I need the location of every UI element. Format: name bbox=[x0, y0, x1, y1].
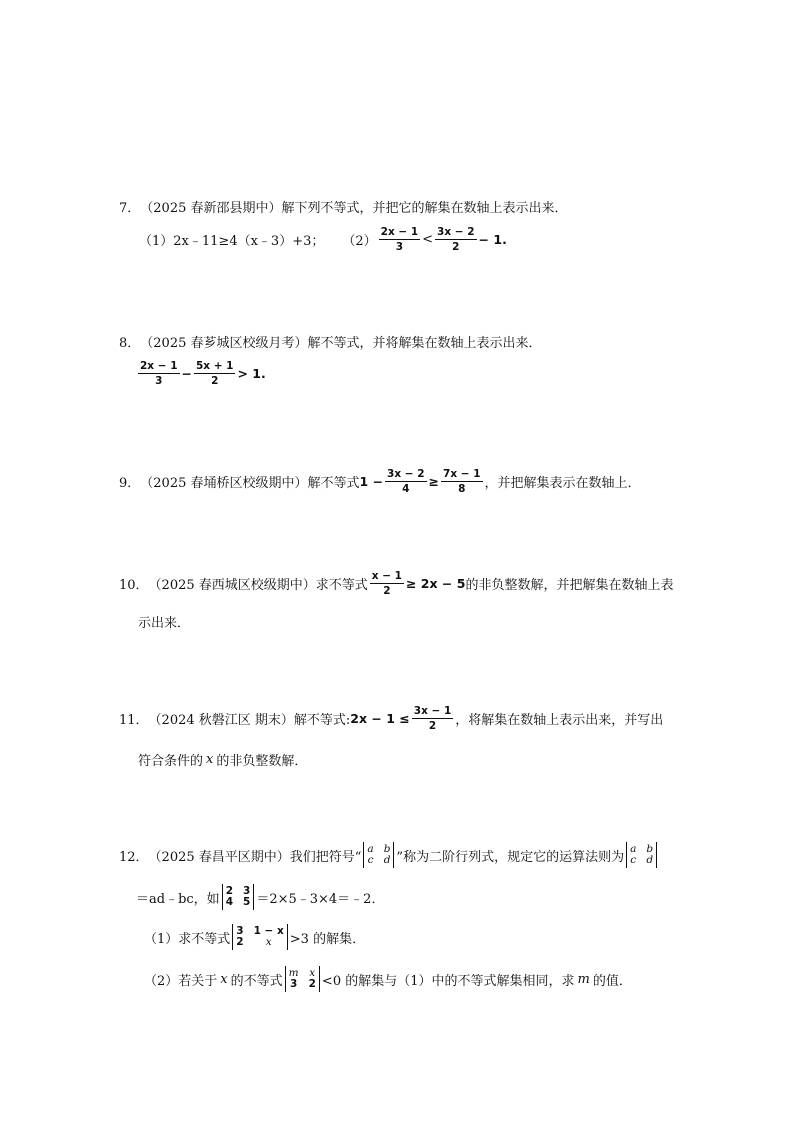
problem-source: （2025 春昌平区期中） bbox=[148, 849, 290, 865]
fraction bbox=[138, 360, 180, 387]
det-entry: 2 bbox=[308, 978, 316, 990]
det-entry: x bbox=[265, 936, 272, 948]
variable: m bbox=[577, 971, 590, 987]
det-entry: b bbox=[646, 843, 654, 855]
variable: x bbox=[206, 752, 214, 767]
problem-12-part-2 bbox=[144, 966, 632, 992]
fraction bbox=[441, 468, 483, 495]
part-2-text: <0 的解集与（1）中的不等式解集相同，求 bbox=[321, 973, 575, 989]
problem-text: 的非负整数解，并把解集在数轴上表 bbox=[465, 578, 674, 593]
problem-9-line-1 bbox=[119, 468, 641, 495]
denominator: 2 bbox=[383, 585, 391, 597]
det-entry: 3 bbox=[289, 978, 298, 990]
problem-12-line-1 bbox=[119, 842, 659, 868]
problem-number: 12． bbox=[119, 849, 149, 865]
problem-12-part-1 bbox=[144, 924, 365, 950]
problem-10-line-2 bbox=[138, 612, 190, 631]
problem-10-line-1 bbox=[119, 570, 673, 597]
det-entry: d bbox=[646, 854, 654, 866]
problem-text: 解不等式 bbox=[307, 476, 360, 491]
problem-text: 解不等式: bbox=[293, 713, 351, 728]
determinant bbox=[626, 842, 657, 868]
problem-11-line-2 bbox=[138, 750, 307, 769]
part-1-label: （1）求不等式 bbox=[144, 931, 231, 947]
part-2-text: 的不等式 bbox=[230, 973, 283, 989]
fraction bbox=[412, 705, 454, 732]
det-entry: a bbox=[367, 843, 374, 855]
problem-source: （2025 春新邵县期中） bbox=[140, 201, 282, 216]
denominator: 2 bbox=[452, 241, 460, 253]
denominator: 3 bbox=[395, 241, 404, 253]
determinant-question-2 bbox=[285, 966, 320, 992]
expression-lead: 1 − bbox=[359, 474, 384, 489]
problem-text: 我们把符号“ bbox=[289, 849, 362, 865]
denominator: 3 bbox=[155, 375, 163, 387]
part-1-expression: 2x﹣11≥4（x﹣3）+3； bbox=[173, 234, 325, 249]
determinant-question-1 bbox=[232, 924, 288, 950]
determinant bbox=[363, 842, 394, 868]
problem-text: 示出来． bbox=[138, 616, 191, 631]
det-entry: x bbox=[309, 967, 316, 979]
problem-number: 11． bbox=[119, 713, 149, 728]
problem-number: 7． bbox=[119, 201, 141, 216]
problem-text: 求不等式 bbox=[315, 578, 368, 593]
problem-text: ，并把解集表示在数轴上． bbox=[484, 476, 641, 491]
expression-lhs: 2x − 1 ≤ bbox=[350, 711, 410, 726]
problem-source: （2025 春西城区校级期中） bbox=[148, 578, 316, 593]
part-1-text: >3 的解集． bbox=[289, 931, 366, 947]
problem-number: 10． bbox=[119, 578, 149, 593]
variable: x bbox=[220, 971, 228, 987]
determinant-example bbox=[222, 884, 255, 910]
fraction bbox=[435, 226, 477, 253]
problem-number: 9． bbox=[119, 476, 141, 491]
problem-source: （2025 春埇桥区校级期中） bbox=[140, 476, 308, 491]
det-entry: c bbox=[367, 854, 374, 866]
fraction bbox=[370, 570, 404, 597]
problem-source: （2024 秋磐江区 期末） bbox=[148, 713, 294, 728]
problem-text: ”称为二阶行列式，规定它的运算法则为 bbox=[396, 849, 625, 865]
less-than-sign: < bbox=[422, 232, 434, 247]
det-entry: 1 − x bbox=[253, 925, 284, 937]
fraction bbox=[194, 360, 236, 387]
problem-8-line-2 bbox=[136, 360, 266, 387]
problem-7-line-2 bbox=[139, 226, 507, 253]
numerator: 3x − 1 bbox=[413, 705, 452, 717]
det-entry: 2 bbox=[236, 936, 244, 948]
det-entry: 3 bbox=[243, 885, 251, 897]
fraction bbox=[385, 468, 427, 495]
numerator: 2x − 1 bbox=[380, 226, 419, 238]
fraction bbox=[379, 226, 421, 253]
part-2-text: 的值． bbox=[592, 973, 632, 989]
numerator: 3x − 2 bbox=[437, 226, 475, 238]
problem-12-line-2 bbox=[136, 884, 384, 910]
denominator: 4 bbox=[402, 483, 410, 495]
denominator: 2 bbox=[428, 720, 437, 732]
problem-text: ，将解集在数轴上表示出来，并写出 bbox=[455, 713, 664, 728]
part-2-label: （2） bbox=[342, 234, 377, 249]
expression-tail: − 1. bbox=[478, 232, 507, 247]
minus-sign: − bbox=[181, 366, 192, 381]
part-2-label: （2）若关于 bbox=[144, 973, 218, 989]
det-entry: b bbox=[383, 843, 391, 855]
det-entry: m bbox=[288, 967, 299, 979]
numerator: x − 1 bbox=[371, 570, 402, 582]
problem-source: （2025 春芗城区校级月考） bbox=[140, 336, 308, 351]
det-entry: 2 bbox=[225, 885, 233, 897]
det-entry: 4 bbox=[225, 896, 233, 908]
denominator: 8 bbox=[458, 483, 466, 495]
det-entry: 5 bbox=[243, 896, 251, 908]
problem-11-line-1 bbox=[119, 705, 663, 732]
expression-tail: > 1. bbox=[237, 366, 266, 381]
problem-8-line-1 bbox=[119, 332, 542, 351]
det-entry: c bbox=[630, 854, 637, 866]
problem-text: 解下列不等式，并把它的解集在数轴上表示出来． bbox=[281, 201, 568, 216]
problem-text: 的非负整数解． bbox=[216, 754, 308, 769]
problem-number: 8． bbox=[119, 336, 141, 351]
calculation-text: ＝2×5﹣3×4＝﹣2． bbox=[256, 891, 385, 907]
numerator: 5x + 1 bbox=[195, 360, 234, 372]
numerator: 3x − 2 bbox=[387, 468, 425, 480]
expression-rhs: ≥ 2x − 5 bbox=[405, 576, 466, 591]
det-entry: a bbox=[630, 843, 637, 855]
det-entry: 3 bbox=[236, 925, 244, 937]
numerator: 7x − 1 bbox=[443, 468, 481, 480]
numerator: 2x − 1 bbox=[140, 360, 178, 372]
definition-text: ＝ad﹣bc，如 bbox=[136, 891, 220, 907]
problem-text: 解不等式，并将解集在数轴上表示出来． bbox=[307, 336, 542, 351]
part-1-label: （1） bbox=[139, 234, 174, 249]
denominator: 2 bbox=[211, 375, 219, 387]
problem-text: 符合条件的 bbox=[138, 754, 204, 769]
det-entry: d bbox=[383, 854, 391, 866]
problem-7-line-1 bbox=[119, 197, 568, 216]
greater-equal-sign: ≥ bbox=[428, 474, 440, 489]
